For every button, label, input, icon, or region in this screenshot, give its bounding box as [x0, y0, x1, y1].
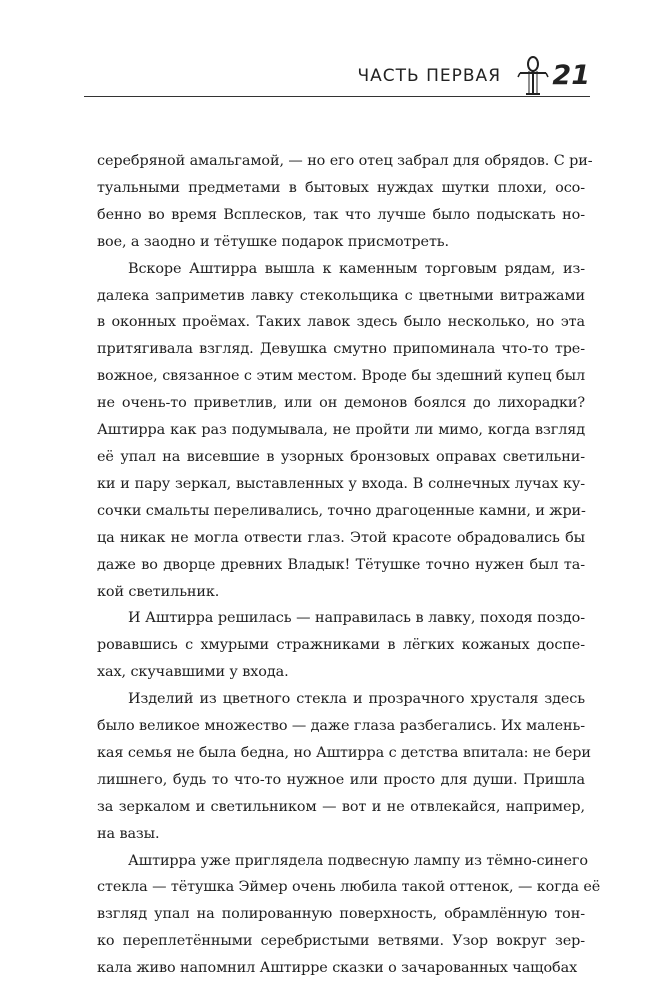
- text-line: ко переплетёнными серебристыми ветвями. Узор вокруг зер-: [97, 933, 585, 950]
- text-line: хах, скучавшими у входа.: [97, 664, 289, 681]
- text-line: даже во дворце древних Владык! Тётушке точно нужен был та-: [97, 556, 585, 573]
- paragraph: [97, 848, 601, 983]
- text-line: её упал на висевшие в узорных бронзовых оправах светильни-: [97, 448, 585, 465]
- text-line: ки и пару зеркал, выставленных у входа. В солнечных лучах ку-: [97, 475, 585, 492]
- text-line: ца никак не могла отвести глаз. Этой красоте обрадовались бы: [97, 529, 585, 546]
- text-line: кала живо напомнил Аштирре сказки о зачарованных чащобах: [97, 960, 578, 977]
- text-line: не очень-то приветлив, или он демонов боялся до лихорадки?: [97, 395, 585, 412]
- paragraph: [97, 148, 593, 256]
- text-line: Вскоре Аштирра вышла к каменным торговым рядам, из-: [128, 260, 585, 277]
- header-divider: [84, 96, 590, 97]
- text-line: Аштирра как раз подумывала, не пройти ли мимо, когда взгляд: [97, 422, 585, 439]
- text-line: стекла — тётушка Эймер очень любила такой оттенок, — когда её: [97, 879, 601, 896]
- text-line: бенно во время Всплесков, так что лучше было подыскать но-: [97, 206, 585, 223]
- text-line: на вазы.: [97, 825, 160, 842]
- text-line: вое, а заодно и тётушке подарок присмотреть.: [97, 233, 450, 250]
- text-line: взгляд упал на полированную поверхность, обрамлённую тон-: [97, 906, 585, 923]
- text-line: лишнего, будь то что-то нужное или просто для души. Пришла: [97, 771, 585, 788]
- text-line: было великое множество — даже глаза разбегались. Их малень-: [97, 718, 585, 735]
- paragraph: [97, 605, 585, 686]
- text-line: туальными предметами в бытовых нуждах шутки плохи, осо-: [97, 179, 585, 196]
- text-line: притягивала взгляд. Девушка смутно припоминала что-то тре-: [97, 341, 585, 358]
- text-line: И Аштирра решилась — направилась в лавку, походя поздо-: [128, 610, 585, 627]
- text-line: в оконных проёмах. Таких лавок здесь было несколько, но эта: [97, 314, 585, 331]
- text-line: далека заприметив лавку стекольщика с цветными витражами: [97, 287, 585, 304]
- text-line: за зеркалом и светильником — вот и не отвлекайся, например,: [97, 798, 585, 815]
- page-number: 21: [552, 60, 590, 91]
- paragraph: [97, 256, 585, 606]
- text-line: Изделий из цветного стекла и прозрачного хрусталя здесь: [128, 691, 585, 708]
- paragraph: [97, 686, 591, 847]
- text-line: серебряной амальгамой, — но его отец забрал для обрядов. С ри-: [97, 153, 593, 169]
- running-header: [0, 56, 666, 92]
- body-text: [97, 148, 601, 982]
- ankh-icon: [516, 56, 550, 98]
- section-title: ЧАСТЬ ПЕРВАЯ: [357, 66, 501, 86]
- text-line: сочки смальты переливались, точно драгоценные камни, и жри-: [97, 502, 586, 519]
- text-line: вожное, связанное с этим местом. Вроде бы здешний купец был: [97, 368, 585, 385]
- text-line: ровавшись с хмурыми стражниками в лёгких кожаных доспе-: [97, 637, 585, 654]
- text-line: кой светильник.: [97, 583, 220, 600]
- text-line: кая семья не была бедна, но Аштирра с детства впитала: не бери: [97, 744, 591, 761]
- text-line: Аштирра уже приглядела подвесную лампу из тёмно-синего: [128, 852, 588, 869]
